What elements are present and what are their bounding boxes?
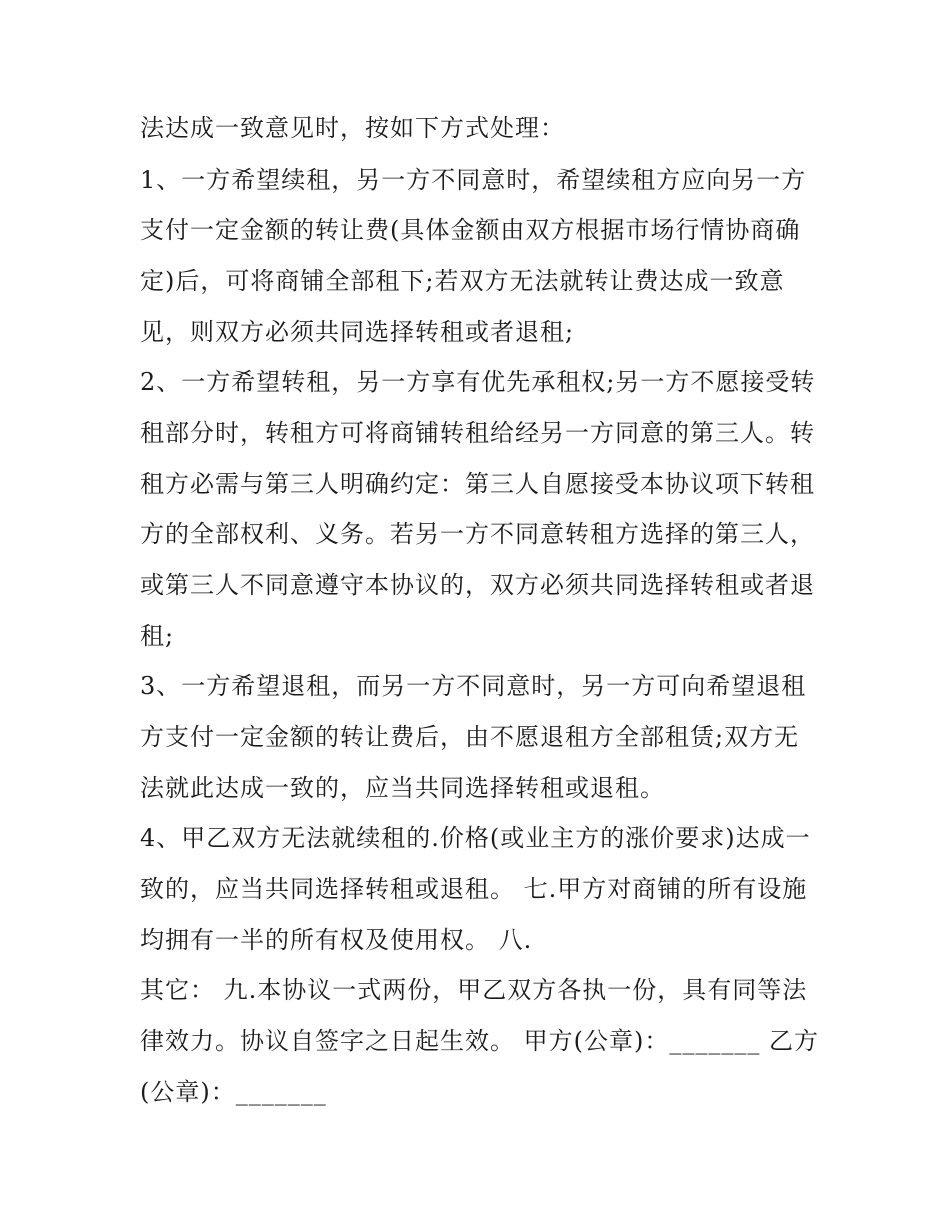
text-line: 致的，应当共同选择转租或退租。 七.甲方对商铺的所有设施 bbox=[140, 875, 808, 903]
text-line: 法就此达成一致的，应当共同选择转租或退租。 bbox=[140, 774, 665, 802]
text-line: 2、一方希望转租，另一方享有优先承租权;另一方不愿接受转 bbox=[140, 368, 816, 396]
text-line: 方支付一定金额的转让费后，由不愿退租方全部租赁;双方无 bbox=[140, 723, 800, 751]
text-line: 或第三人不同意遵守本协议的，双方必须共同选择转租或者退 bbox=[140, 571, 815, 599]
text-line: 租部分时，转租方可将商铺转租给经另一方同意的第三人。转 bbox=[140, 419, 815, 447]
text-line: 律效力。协议自签字之日起生效。 甲方(公章)：_______ 乙方 bbox=[140, 1027, 819, 1055]
text-line: 其它： 九.本协议一式两份，甲乙双方各执一份，具有同等法 bbox=[140, 976, 808, 1004]
text-line: 1、一方希望续租，另一方不同意时，希望续租方应向另一方 bbox=[140, 166, 807, 194]
text-line: (公章)：_______ bbox=[140, 1078, 327, 1106]
text-line: 支付一定金额的转让费(具体金额由双方根据市场行情协商确 bbox=[140, 216, 801, 244]
text-line: 方的全部权利、义务。若另一方不同意转租方选择的第三人， bbox=[140, 520, 815, 548]
text-line: 定)后，可将商铺全部租下;若双方无法就转让费达成一致意 bbox=[140, 267, 785, 295]
text-line: 租; bbox=[140, 622, 175, 650]
text-line: 法达成一致意见时，按如下方式处理： bbox=[140, 114, 565, 142]
text-line: 3、一方希望退租，而另一方不同意时，另一方可向希望退租 bbox=[140, 672, 807, 700]
text-line: 租方必需与第三人明确约定：第三人自愿接受本协议项下转租 bbox=[140, 470, 815, 498]
text-line: 均拥有一半的所有权及使用权。 八. bbox=[140, 926, 533, 954]
text-line: 4、甲乙双方无法就续租的.价格(或业主方的涨价要求)达成一 bbox=[140, 824, 811, 852]
text-line: 见，则双方必须共同选择转租或者退租; bbox=[140, 318, 575, 346]
